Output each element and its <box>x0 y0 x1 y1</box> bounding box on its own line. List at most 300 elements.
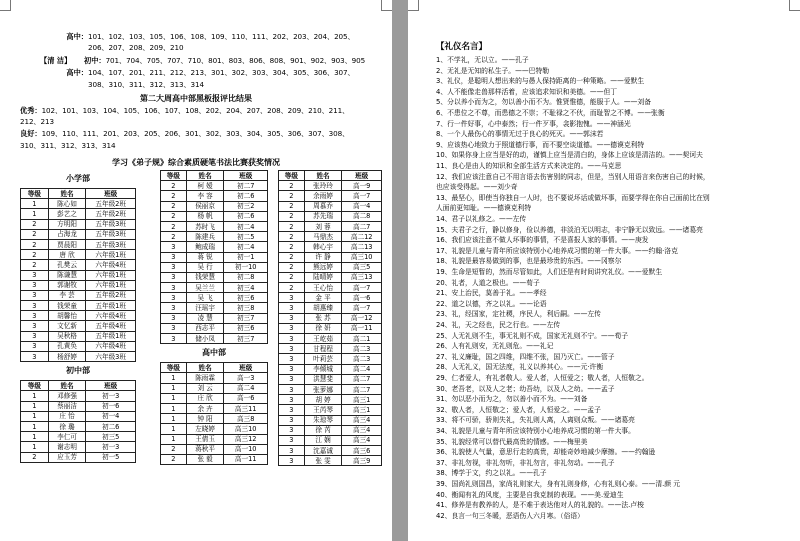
table-cell: 初二4 <box>224 221 268 231</box>
table-row <box>279 221 382 231</box>
table-row <box>279 395 382 405</box>
quotes-title: 【礼仪名言】 <box>436 42 488 52</box>
left-page <box>0 0 392 541</box>
table-row <box>279 211 382 221</box>
table-cell: 柯 嫒 <box>186 181 224 191</box>
table-cell: 3 <box>279 395 305 405</box>
table-row <box>21 250 136 260</box>
quote-item: 1、不学礼，无以立。——孔子 <box>436 56 529 64</box>
table-cell: 3 <box>161 242 187 252</box>
header-row <box>161 171 268 181</box>
table-row <box>21 352 136 362</box>
table-cell: 杨舒婷 <box>48 352 86 362</box>
table-row <box>21 311 136 321</box>
table-cell: 2 <box>279 272 305 282</box>
table-cell: 刘 蓉 <box>304 221 342 231</box>
table-row <box>21 209 136 219</box>
table-cell: 徐 璐 <box>48 421 86 431</box>
table-cell: 张 雯 <box>304 456 342 466</box>
quote-item: 36、礼貌使人气量，意思行走的高贵，却能奇妙地减少摩擦。——约翰逊 <box>436 448 656 457</box>
table-row <box>279 313 382 323</box>
blackboard-heading: 第二大周高中部黑板报评比结果 <box>140 94 252 103</box>
quote-item: 40、衡闻有礼的风度，主要是自我克制的表现。——美.爱迪生 <box>436 490 624 499</box>
table-cell: 张玲玲 <box>304 181 342 191</box>
table-row <box>21 421 136 431</box>
column-header: 等级 <box>279 171 305 181</box>
table-cell: 高一10 <box>224 444 268 454</box>
table-cell: 六年级4班 <box>86 260 136 270</box>
quote-item: 16、我们应该注意不做人坏事的事情，不是喜报人家的事情。——庚发 <box>436 236 649 245</box>
table-cell: 高三9 <box>342 456 382 466</box>
table-cell: 马鼎杰 <box>304 232 342 242</box>
table-cell: 胡惠臻 <box>304 303 342 313</box>
table-cell: 六年级4班 <box>86 341 136 351</box>
result-line: 高中：101、102、103、105、106、108、109、110、111、202、203、204、205、 <box>66 32 355 41</box>
table-row <box>21 229 136 239</box>
table-cell: 2 <box>161 191 187 201</box>
table-row <box>21 290 136 300</box>
table-cell: 李倾城 <box>304 364 342 374</box>
table-cell: 洪慧斐 <box>304 374 342 384</box>
table-row <box>161 393 268 403</box>
table-row <box>279 232 382 242</box>
table-cell: 高三5 <box>342 262 382 272</box>
table-cell: 3 <box>279 344 305 354</box>
table-cell: 初三6 <box>224 323 268 333</box>
table-cell: 六年级1班 <box>86 270 136 280</box>
table-cell: 高一9 <box>342 181 382 191</box>
table-cell: 六年级1班 <box>86 280 136 290</box>
quote-item: 18、礼貌是最容易做到的事，也是最珍贵的东西。——冈察尔 <box>436 257 622 266</box>
table-cell: 3 <box>279 425 305 435</box>
table-cell: 初二6 <box>224 191 268 201</box>
table-cell: 孔黄奂 <box>48 341 86 351</box>
table-row <box>161 334 268 344</box>
quote-item: 39、国尚礼则国昌，家尚礼则家大，身有礼则身修，心有礼则心泰。——清.颜 元 <box>436 480 681 488</box>
table-cell: 彭艺之 <box>48 209 86 219</box>
table-cell: 钱荣慧 <box>186 272 224 282</box>
table-row <box>21 321 136 331</box>
table-cell: 3 <box>279 405 305 415</box>
table-cell: 初一10 <box>224 262 268 272</box>
quote-item: 5、分以养小而为之，勿以善小而不为。惟贤惟德，能服于人。——刘备 <box>436 98 652 107</box>
table-cell: 3 <box>161 323 187 333</box>
table-row <box>279 201 382 211</box>
table-cell: 陈谦慧 <box>48 270 86 280</box>
table-cell: 高三4 <box>342 415 382 425</box>
header-row <box>21 189 136 199</box>
table-cell: 3 <box>279 323 305 333</box>
table-cell: 贾晨阳 <box>48 239 86 249</box>
table-cell: 1 <box>161 424 187 434</box>
table-cell: 3 <box>21 341 49 351</box>
table-cell: 蒋秋平 <box>186 444 224 454</box>
table-cell: 胡 婷 <box>304 395 342 405</box>
table-cell: 1 <box>21 442 49 452</box>
table-cell: 高一4 <box>342 201 382 211</box>
table-row <box>279 405 382 415</box>
calligraphy-heading: 学习《弟子规》综合素质硬笔书法比赛获奖情况 <box>112 158 280 167</box>
table-cell: 吴 行 <box>186 262 224 272</box>
table-cell: 3 <box>161 303 187 313</box>
table-cell: 高一7 <box>342 303 382 313</box>
table-row <box>21 331 136 341</box>
table-cell: 2 <box>161 232 187 242</box>
quote-item: 3、礼仪，是聪明人想出来的与愚人保持距离的一种策略。——爱默生 <box>436 77 645 86</box>
table-cell: 陈建兵 <box>186 232 224 242</box>
table-row <box>161 191 268 201</box>
quote-item: 42、良言一句三冬暖，恶语伤人六月寒。（俗语） <box>436 511 584 520</box>
table-cell: 高一3 <box>224 373 268 383</box>
table-cell: 刘 云 <box>186 383 224 393</box>
table-cell: 吴秋格 <box>48 331 86 341</box>
table-cell: 高三1 <box>342 405 382 415</box>
quote-item: 7、行一件好事，心中泰然；行一件歹事，衾影抱愧。——神涵光 <box>436 119 631 128</box>
table-cell: 六年级4班 <box>86 311 136 321</box>
quote-item: 15、夫君子之行，静以修身，俭以养德，非淡泊无以明志，非宁静无以致远。——诸葛亮 <box>436 225 703 234</box>
table-cell: 初二5 <box>224 232 268 242</box>
table-cell: 2 <box>279 262 305 272</box>
table-cell: 陆晴婷 <box>304 272 342 282</box>
table-cell: 鲍成瑞 <box>186 242 224 252</box>
table-cell: 庄 怡 <box>48 411 86 421</box>
table-cell: 初三8 <box>224 303 268 313</box>
table-row <box>279 272 382 282</box>
table-row <box>21 452 136 462</box>
table-row <box>161 221 268 231</box>
table-cell: 王倩玉 <box>186 434 224 444</box>
quote-item: 41、修养是有教养的人，是不难于表达他对人的礼貌的。——法.卢梭 <box>436 501 644 510</box>
quote-item: 2、无礼是无知的私生子。——巴特勒 <box>436 66 550 75</box>
table-cell: 2 <box>161 211 187 221</box>
table-row <box>161 293 268 303</box>
table-row <box>161 232 268 242</box>
result-line: 212、213 <box>20 117 54 126</box>
table-cell: 高二8 <box>342 211 382 221</box>
table-cell: 2 <box>279 211 305 221</box>
table-cell: 高三10 <box>224 424 268 434</box>
table-cell: 高三12 <box>224 434 268 444</box>
table-cell: 2 <box>279 252 305 262</box>
table-cell: 1 <box>21 432 49 442</box>
table-cell: 叶莉芸 <box>304 354 342 364</box>
quote-item: 4、人不能像走兽那样活着，应该追求知识和美德。——但丁 <box>436 87 618 96</box>
table-cell: 初一6 <box>86 401 136 411</box>
table-cell: 余雨婷 <box>304 191 342 201</box>
table-cell: 高三4 <box>342 425 382 435</box>
table-cell: 许 静 <box>304 252 342 262</box>
table-cell: 2 <box>279 242 305 252</box>
section-row <box>21 362 136 381</box>
table-cell: 郭谢牧 <box>48 280 86 290</box>
table-cell: 初二4 <box>224 242 268 252</box>
quote-item: 28、人无礼义，国无法度，礼义以养其心。——元·许衡 <box>436 363 604 372</box>
table-cell: 周慕乔 <box>304 201 342 211</box>
table-cell: 吴兰兰 <box>186 283 224 293</box>
table-cell: 2 <box>161 444 187 454</box>
table-cell: 初二7 <box>224 181 268 191</box>
table-cell: 高三4 <box>342 435 382 445</box>
table-cell: 2 <box>279 221 305 231</box>
table-row <box>161 414 268 424</box>
table-cell: 胡馨怡 <box>48 311 86 321</box>
table-cell: 3 <box>279 456 305 466</box>
table-cell: 2 <box>279 283 305 293</box>
table-cell: 3 <box>279 374 305 384</box>
table-cell: 初三2 <box>224 201 268 211</box>
column-header: 姓名 <box>186 363 224 373</box>
table-cell: 高二4 <box>342 364 382 374</box>
table-cell: 高二12 <box>342 232 382 242</box>
quote-item: 22、道之以德，齐之以礼。——论语 <box>436 299 547 308</box>
quote-item: 32、敬人者，人恒敬之；爱人者，人恒爱之。——孟子 <box>436 405 601 414</box>
table-cell: 2 <box>21 452 49 462</box>
award-table-high <box>278 170 382 466</box>
quote-item: 17、礼貌是儿童与青年所应该特别小心地养成习惯的第一件大事。——约翰·洛克 <box>436 246 678 255</box>
table-row <box>161 373 268 383</box>
table-cell: 3 <box>21 352 49 362</box>
table-cell: 3 <box>161 252 187 262</box>
table-row <box>279 344 382 354</box>
table-cell: 初三6 <box>224 293 268 303</box>
table-cell: 蒋 锐 <box>186 252 224 262</box>
table-cell: 蔡丽洁 <box>48 401 86 411</box>
table-cell: 高三6 <box>342 446 382 456</box>
result-line: 优秀：102、101、103、104、105、106、107、108、202、204、207、208、209、210、211、 <box>20 106 350 115</box>
award-table-middle-high <box>160 170 268 465</box>
table-cell: 陈心如 <box>48 199 86 209</box>
column-header: 班级 <box>86 381 136 391</box>
table-row <box>279 384 382 394</box>
table-row <box>279 181 382 191</box>
column-header: 班级 <box>224 171 268 181</box>
table-cell: 陈雨霖 <box>186 373 224 383</box>
result-line: 良好：109、110、111、201、203、205、206、301、302、303、304、305、306、307、308、 <box>20 129 350 138</box>
table-cell: 1 <box>21 411 49 421</box>
table-row <box>21 219 136 229</box>
table-cell: 1 <box>161 403 187 413</box>
crop-mark <box>789 0 800 11</box>
table-row <box>161 383 268 393</box>
table-cell: 五年级2班 <box>86 290 136 300</box>
table-cell: 2 <box>21 239 49 249</box>
table-cell: 六年级1班 <box>86 250 136 260</box>
table-cell: 1 <box>161 373 187 383</box>
quote-item: 11、良心是由人的知识和全部生活方式来决定的。——马克思 <box>436 162 622 170</box>
table-cell: 3 <box>21 280 49 290</box>
quote-item: 13、最坚心，即使当你独自一人时，也不要说坏话或做坏事，而要学得在你自己面前比在别 <box>436 193 710 202</box>
right-page <box>408 0 800 541</box>
header-row <box>279 171 382 181</box>
table-cell: 高二7 <box>342 384 382 394</box>
table-cell: 3 <box>279 415 305 425</box>
column-header: 等级 <box>21 381 49 391</box>
section-title: 小学部 <box>66 174 90 183</box>
table-cell: 张萝娜 <box>304 384 342 394</box>
table-row <box>161 403 268 413</box>
table-cell: 汪瑶宇 <box>186 303 224 313</box>
quote-item: 30、老吾老，以及人之老；幼吾幼，以及人之幼。——孟子 <box>436 384 615 393</box>
quote-item: 6、不患位之不尊，而患德之不崇；不耻禄之不伙，而耻智之不博。——张衡 <box>436 109 665 117</box>
table-cell: 钱荣童 <box>48 301 86 311</box>
table-cell: 唐 欣 <box>48 250 86 260</box>
table-cell: 高二3 <box>342 344 382 354</box>
table-cell: 文忆新 <box>48 321 86 331</box>
table-row <box>279 293 382 303</box>
table-cell: 初三5 <box>86 432 136 442</box>
column-header: 班级 <box>224 363 268 373</box>
table-cell: 占海龙 <box>48 229 86 239</box>
table-cell: 金 平 <box>304 293 342 303</box>
table-row <box>161 444 268 454</box>
table-row <box>279 252 382 262</box>
table-cell: 1 <box>161 383 187 393</box>
table-cell: 3 <box>21 311 49 321</box>
column-header: 班级 <box>342 171 382 181</box>
table-row <box>21 401 136 411</box>
table-cell: 韩心宇 <box>304 242 342 252</box>
table-cell: 徐 妍 <box>304 323 342 333</box>
table-cell: 高三10 <box>342 252 382 262</box>
table-cell: 1 <box>21 209 49 219</box>
table-cell: 王芮琴 <box>304 405 342 415</box>
table-cell: 苏先瑞 <box>304 211 342 221</box>
table-cell: 庄 欣 <box>186 393 224 403</box>
table-cell: 储小凤 <box>186 334 224 344</box>
table-row <box>279 334 382 344</box>
table-cell: 3 <box>279 313 305 323</box>
table-cell: 初一5 <box>86 452 136 462</box>
table-cell: 高一7 <box>342 191 382 201</box>
table-cell: 五年级2班 <box>86 209 136 219</box>
quote-item: 24、礼，天之经也，民之行也。——左传 <box>436 321 561 329</box>
crop-mark <box>381 0 392 11</box>
quote-item: 19、生命是短暂的，然而尽管如此，人们还是有时间讲究礼仪。——爱默生 <box>436 268 663 276</box>
table-cell: 高二7 <box>342 221 382 231</box>
table-row <box>279 374 382 384</box>
table-row <box>161 242 268 252</box>
table-cell: 3 <box>279 293 305 303</box>
quote-item: 31、勿以恶小而为之，勿以善小而不为。——刘备 <box>436 395 588 404</box>
table-cell: 吴 飞 <box>186 293 224 303</box>
column-header: 姓名 <box>48 189 86 199</box>
quote-item: 33、将不可骄，骄则失礼，失礼则人离，人离则众叛。——诸葛亮 <box>436 416 635 425</box>
quote-item: 10、如果你身上应当是好的动，谨慎上应当是清白的，身体上应该是清洁的。——契诃夫 <box>436 151 703 160</box>
table-cell: 沈嘉诚 <box>304 446 342 456</box>
section-row <box>21 170 136 189</box>
table-cell: 3 <box>161 283 187 293</box>
table-row <box>21 239 136 249</box>
table-row <box>21 391 136 401</box>
table-cell: 3 <box>279 435 305 445</box>
column-header: 姓名 <box>48 381 86 391</box>
table-cell: 李仁可 <box>48 432 86 442</box>
table-row <box>279 191 382 201</box>
table-cell: 3 <box>21 331 49 341</box>
table-cell: 熊远婷 <box>304 262 342 272</box>
table-cell: 2 <box>161 181 187 191</box>
table-cell: 初一3 <box>86 442 136 452</box>
table-row <box>21 432 136 442</box>
table-cell: 邓修强 <box>48 391 86 401</box>
table-cell: 李 容 <box>186 191 224 201</box>
quote-item: 37、非礼勿视，非礼勿听，非礼勿言，非礼勿动。——孔子 <box>436 458 615 467</box>
table-cell: 3 <box>21 290 49 300</box>
table-cell: 朱琼琴 <box>304 415 342 425</box>
table-row <box>161 313 268 323</box>
table-cell: 六年级3班 <box>86 352 136 362</box>
table-cell: 3 <box>161 313 187 323</box>
table-cell: 3 <box>279 334 305 344</box>
table-row <box>161 272 268 282</box>
table-cell: 3 <box>21 321 49 331</box>
quote-item: 25、人无礼则不生，事无礼则不成，国家无礼则不宁。——荀子 <box>436 331 629 340</box>
quote-item: 8、一个人最伤心的事情无过于良心的死灭。——郭沫若 <box>436 130 604 139</box>
table-row <box>21 411 136 421</box>
table-row <box>161 201 268 211</box>
table-cell: 1 <box>21 391 49 401</box>
table-cell: 李 芸 <box>48 290 86 300</box>
table-cell: 3 <box>279 354 305 364</box>
table-cell: 方明阳 <box>48 219 86 229</box>
table-cell: 高二4 <box>224 383 268 393</box>
table-row <box>161 434 268 444</box>
table-cell: 徐 芮 <box>304 425 342 435</box>
table-cell: 王屹茹 <box>304 334 342 344</box>
table-cell: 2 <box>161 201 187 211</box>
column-header: 姓名 <box>304 171 342 181</box>
table-cell: 王心怡 <box>304 283 342 293</box>
table-cell: 1 <box>161 414 187 424</box>
table-cell: 2 <box>279 191 305 201</box>
table-cell: 初一3 <box>86 391 136 401</box>
table-cell: 高一6 <box>224 393 268 403</box>
table-cell: 五年级3班 <box>86 229 136 239</box>
table-row <box>161 303 268 313</box>
table-cell: 2 <box>21 250 49 260</box>
table-cell: 高一11 <box>342 323 382 333</box>
table-cell: 钟 阳 <box>186 414 224 424</box>
table-cell: 2 <box>21 229 49 239</box>
table-cell: 应玉芳 <box>48 452 86 462</box>
table-row <box>279 435 382 445</box>
table-row <box>161 323 268 333</box>
table-cell: 3 <box>161 262 187 272</box>
table-row <box>21 260 136 270</box>
table-cell: 初三7 <box>224 313 268 323</box>
table-row <box>21 442 136 452</box>
header-row <box>21 381 136 391</box>
quote-item: 27、礼义廉耻，国之四维，四维不张，国乃灭亡。——管子 <box>436 352 615 361</box>
quote-item: 20、礼者，人道之极也。——荀子 <box>436 278 540 287</box>
table-cell: 五年级1班 <box>86 301 136 311</box>
table-cell: 2 <box>279 232 305 242</box>
table-cell: 1 <box>21 401 49 411</box>
table-cell: 杨 帆 <box>186 211 224 221</box>
quote-item: 12、我们应该注意自己不用言语去伤害别的同志，但是，当别人用语言来伤害自己的时候， <box>436 172 710 181</box>
table-cell: 左晓婷 <box>186 424 224 434</box>
table-cell: 2 <box>279 201 305 211</box>
table-row <box>279 242 382 252</box>
table-cell: 3 <box>279 446 305 456</box>
table-cell: 五年级3班 <box>86 239 136 249</box>
table-cell: 3 <box>21 301 49 311</box>
table-cell: 高一12 <box>342 313 382 323</box>
table-cell: 高二7 <box>342 374 382 384</box>
table-row <box>21 341 136 351</box>
table-row <box>21 301 136 311</box>
table-cell: 孔樊云 <box>48 260 86 270</box>
